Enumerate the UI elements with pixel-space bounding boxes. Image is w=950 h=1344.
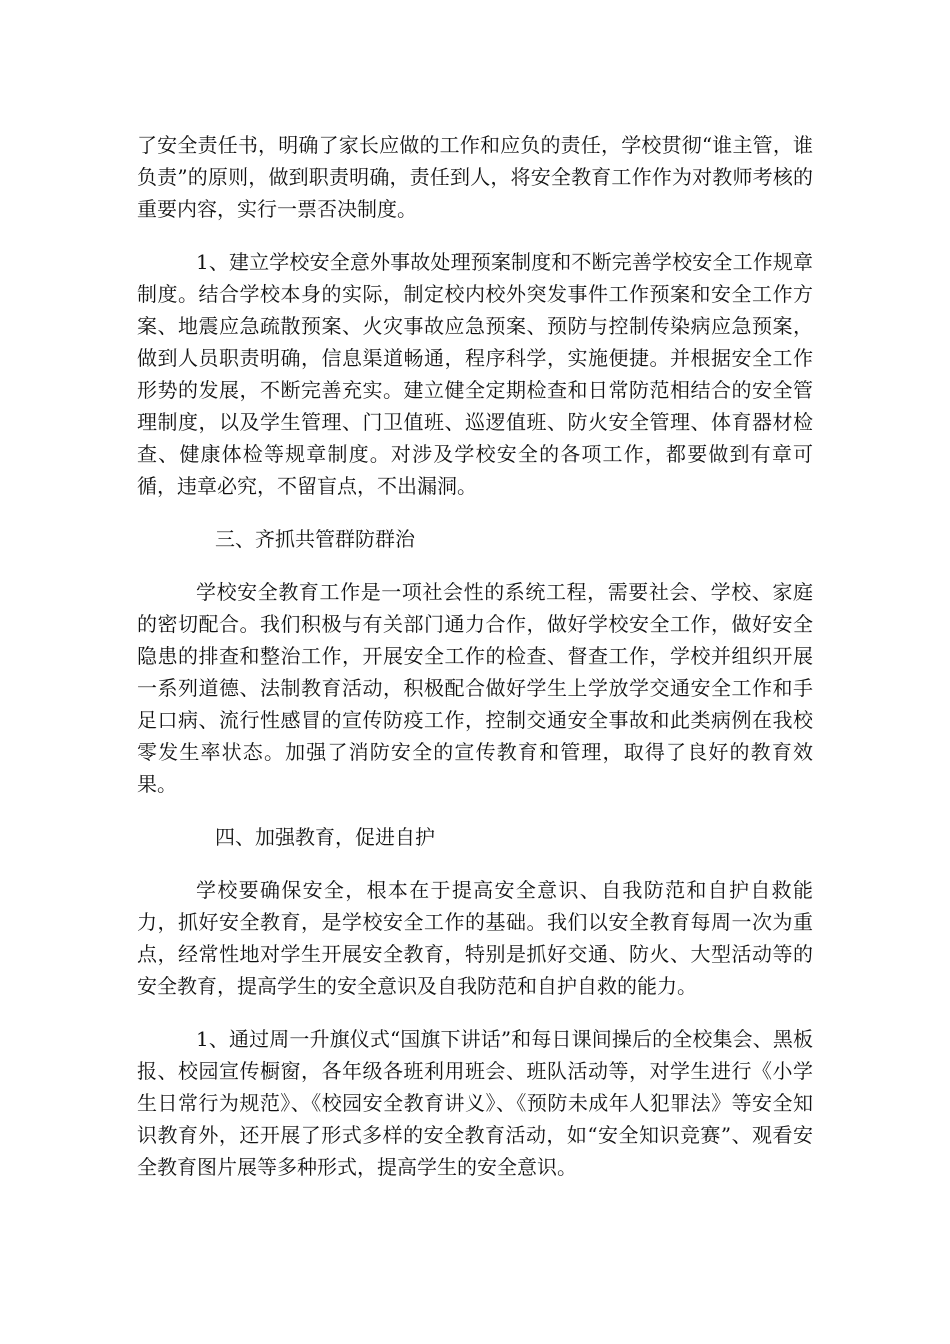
paragraph-education-activities: 1、通过周一升旗仪式“国旗下讲话”和每日课间操后的全校集会、黑板报、校园宣传橱窗，各年级各班利用班会、班队活动等，对学生进行《小学生日常行为规范》、《校园安全教育讲义》、《预防未成年人犯罪法》等安全知识教育外，还开展了形式多样的安全教育活动，如“安全知识竞赛”、观看安全教育图片展等多种形式，提高学生的安全意识。 [137, 1027, 813, 1179]
paragraph-responsibility-continuation: 了安全责任书，明确了家长应做的工作和应负的责任，学校贯彻“谁主管，谁负责”的原则，做到职责明确，责任到人，将安全教育工作作为对教师考核的重要内容，实行一票否决制度。 [137, 133, 813, 221]
section-heading-joint-management: 三、齐抓共管群防群治 [215, 527, 415, 551]
paragraph-social-cooperation: 学校安全教育工作是一项社会性的系统工程，需要社会、学校、家庭的密切配合。我们积极与有关部门通力合作，做好学校安全工作，做好安全隐患的排查和整治工作，开展安全工作的检查、督查工作，学校并组织开展一系列道德、法制教育活动，积极配合做好学生上学放学交通安全工作和手足口病、流行性感冒的宣传防疫工作，控制交通安全事故和此类病例在我校零发生率状态。加强了消防安全的宣传教育和管理，取得了良好的教育效果。 [137, 580, 813, 796]
paragraph-safety-awareness: 学校要确保安全，根本在于提高安全意识、自我防范和自护自救能力，抓好安全教育，是学校安全工作的基础。我们以安全教育每周一次为重点，经常性地对学生开展安全教育，特别是抓好交通、防火、大型活动等的安全教育，提高学生的安全意识及自我防范和自护自救的能力。 [137, 878, 813, 998]
document-body [137, 129, 813, 1204]
section-heading-education-self-protection: 四、加强教育，促进自护 [215, 825, 435, 849]
paragraph-safety-plans: 1、建立学校安全意外事故处理预案制度和不断完善学校安全工作规章制度。结合学校本身的实际，制定校内校外突发事件工作预案和安全工作方案、地震应急疏散预案、火灾事故应急预案、预防与控制传染病应急预案，做到人员职责明确，信息渠道畅通，程序科学，实施便捷。并根据安全工作形势的发展，不断完善充实。建立健全定期检查和日常防范相结合的安全管理制度，以及学生管理、门卫值班、巡逻值班、防火安全管理、体育器材检查、健康体检等规章制度。对涉及学校安全的各项工作，都要做到有章可循，违章必究，不留盲点，不出漏洞。 [137, 250, 813, 498]
